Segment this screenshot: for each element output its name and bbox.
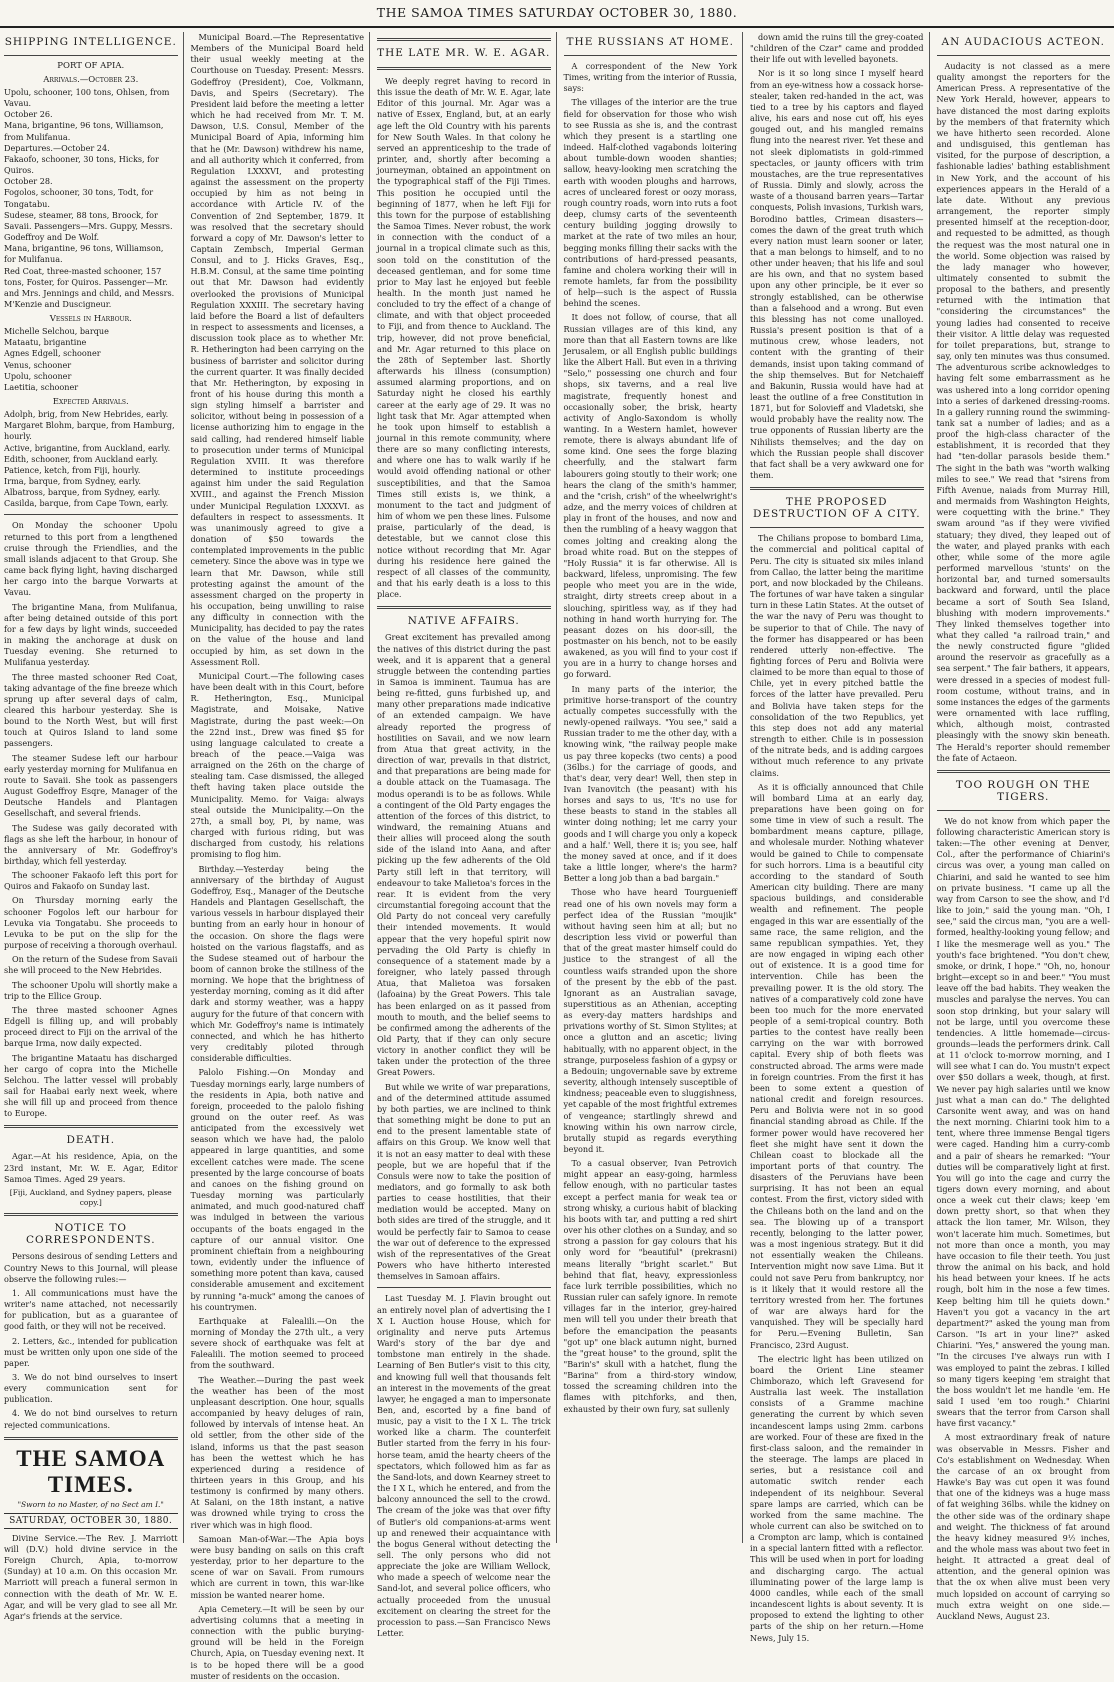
column-6 xyxy=(936,32,1111,1621)
expected-entry: Albatross, barque, from Sydney, early. xyxy=(4,487,161,498)
divider xyxy=(750,487,924,490)
news-paragraph: Samoan Man-of-War.—The Apia boys were busy banding on sails on this craft yesterday, prior to her departure to the scene of war on Savaii. From rumours which are current in town, this war-like mission be wanted nearer home. xyxy=(190,1533,364,1600)
shipping-news xyxy=(4,520,178,1119)
news-paragraph: Municipal Court.—The following cases have been dealt with in this Court, before R. Hetherington, Esq., Municipal Magistrate, and Moisake, Native Magistrate, during the past week:—On the 22nd inst., Drew was fined $5 for using language calculated to create a breach of the peace.—Vaiga was arraigned on the 26th on the charge of stealing tam. Case dismissed, the alleged theft having taken place outside the Municipality. Memo. for Vaiga: always steal outside the Municipality.—On the 27th, a small boy, Pi, by name, was charged with furious riding, but was discharged from custody, his relations promising to flog him. xyxy=(190,670,364,860)
article-paragraph: To a casual observer, Ivan Petrovich might appear an easy-going, harmless fellow enough, with no particular tastes except a perfect mania for weak tea or strong whisky, a curious habit of blacking his boots with tar, and putting a red shirt over his other clothes on a Sunday, and so strong a passion for gay colours that his only word for "beautiful" (prekrasni) means literally "bright scarlet." But behind that flat, heavy, expressionless face lurk terrible possibilities, which no Russian ruler can safely ignore. In remote villages far in the interior, grey-haired men will tell you under their breath that before the emancipation the peasants "got up" one black autumn night, burned the "great house" to the ground, split the "Barin's" skull with a hatchet, flung the "Barina" from a third-story window, tossed the screaming children into the flames with pitchforks, and then, exhausted by their own fury, sat sullenly xyxy=(563,1158,737,1414)
news-paragraph: Earthquake at Falealili.—On the morning of Monday the 27th ult., a very severe shock of earthquake was felt at Falealili. The motion seemed to proceed from the southward. xyxy=(190,1315,364,1371)
motto: "Sworn to no Master, of no Sect am I." xyxy=(17,1499,164,1509)
news-paragraph: The Sudese was gaily decorated with flags as she left the harbour, in honour of the anniversary of Mr. Godeffroy's birthday, which fell yesterday. xyxy=(4,822,178,866)
arrival-entry: Upolu, schooner, 100 tons, Ohlsen, from Vavau. xyxy=(4,87,170,109)
arrivals-list xyxy=(4,87,178,310)
divider xyxy=(750,527,924,528)
news-paragraph: Palolo Fishing.—On Monday and Tuesday mornings early, large numbers of the residents in Apia, both native and foreign, proceeded to the palolo fishing ground on the outer reef. As was anticipated from the excessively wet season which we have had, the palolo appeared in large quantities, and some excellent catches were made. The scene presented by the large concourse of boats and canoes on the fishing ground on Tuesday morning was particularly animated, and much good-natured chaff was indulged in between the various occupants of the boats engaged in the capture of our annual visitor. One prominent chieftain from a neighbouring town, evidently under the influence of something more potent than kava, caused considerable amusement and excitement by running "a-muck" among the canoes of his countrymen. xyxy=(190,1067,364,1312)
divider xyxy=(4,514,178,515)
column-5 xyxy=(750,32,930,1643)
divider xyxy=(4,1125,178,1128)
vessel-entry: Agnes Edgell, schooner xyxy=(4,348,101,359)
news-paragraph: On Monday the schooner Upolu returned to this port from a lengthened cruise through the Friendlies, and the small islands adjacent to that Group. She came back flying light, having discharged her cargo into the barque Vorwarts at Vavau. xyxy=(4,520,178,598)
article-paragraph: As it is officially announced that Chile will bombard Lima at an early day, preparations have been going on for some time in view of such a result. The bombardment means capture, pillage, and wholesale murder. Nothing whatever would be gained to Chile to compensate for such horrors. Lima is a beautiful city according to the standard of South American city building. There are many spacious buildings, and considerable wealth and refinement. The people engaged in this war are essentially of the same race, the same religion, and the same republican sympathies. Yet, they are now engaged in wiping each other out of existence. It is a good time for intervention. Chile has been the prevailing power. It is the old story. The natives of a comparatively cold zone have been too much for the more enervated people of a semi-tropical country. Both parties to the contest have really been carrying on the war with borrowed capital. Every ship of both fleets was constructed abroad. The arms were made in foreign countries. From the first it has been to some extent a question of national credit and foreign resources. Peru and Bolivia were not in so good financial standing abroad as Chile. If the former power would have recovered her fleet she might have sent it down the Chilean coast to blockade all the important ports of that country. The disasters of the Peruvians have been surprising. It has not been an equal contest. From the first, victory sided with the Chileans both on the land and on the sea. The blowing up of a transport recently, belonging to the latter power, was a most ingenious strategy. But it did not essentially weaken the Chileans. Intervention might now save Lima. But it could not save Peru from bankruptcy, nor is it likely that it would restore all the territory wrested from her. The fortunes of war are always hard for the vanquished. They will be specially hard for Peru.—Evening Bulletin, San Francisco, 23rd August. xyxy=(750,781,924,1350)
dateline: SATURDAY, OCTOBER 30, 1880. xyxy=(4,1513,178,1529)
expected-entry: Margaret Blohm, barque, from Hamburg, hourly. xyxy=(4,420,175,442)
expected-entry: Casilda, barque, from Cape Town, early. xyxy=(4,498,169,509)
news-paragraph: The three masted schooner Agnes Edgell is filling up, and will probably proceed direct to Fiji on the arrival of the barque Irma, now daily expected. xyxy=(4,1004,178,1049)
divine-service: Divine Service.—The Rev. J. Marriott will (D.V.) hold divine service in the Foreign Church, Apia, to-morrow (Sunday) at 10 a.m. On this occasion Mr. Marriott will preach a funeral sermon in connection with the death of Mr. W. E. Agar, and will be very glad to see all Mr. Agar's friends at the service. xyxy=(4,1532,178,1621)
notice-rule: 2. Letters, &c., intended for publication must be written only upon one side of the paper. xyxy=(4,1335,178,1368)
russians-title: THE RUSSIANS AT HOME. xyxy=(566,36,734,48)
article-paragraph: Last Tuesday M. J. Flavin brought out an entirely novel plan of advertising the I X L Auction house House, which for originality and nerve puts Artemus Ward's story of the bar dye and tombstone man entirely in the shade. Learning of Ben Butler's visit to this city, and knowing full well that thousands felt an interest in the movements of the great lawyer, he engaged a man to impersonate Ben, and, escorted by a fine band of music, pay a visit to the I X L. The trick worked like a charm. The counterfeit Butler started from the ferry in his four-horse team, amid the hearty cheers of the spectators, which followed him as far as the Sand-lots, and down Kearney street to the I X L, which he entered, and from the balcony announced the sell to the crowd. The cream of the joke was that over fifty of Butler's old companions-at-arms went up and renewed their acquaintance with the bogus General without detecting the sell. The only persons who did not appreciate the joke are William Wellock, who made a speech of welcome near the Sand-lot, and several police officers, who actually proceeded from the unusual excitement on clearing the street for the procession to pass.—San Francisco News Letter. xyxy=(377,1293,551,1639)
expected-entry: Adolph, brig, from New Hebrides, early. xyxy=(4,409,169,420)
death-note: [Fiji, Auckland, and Sydney papers, please copy.] xyxy=(9,1187,172,1207)
notice-lead: Persons desirous of sending Letters and Country News to this Journal, will please observe the following rules:— xyxy=(4,1251,178,1284)
divider xyxy=(377,67,551,70)
article-paragraph: Nor is it so long since I myself heard from an eye-witness how a cossack horse-stealer, taken red-handed in the act, was tied to a tree by his captors and flayed alive, his ears and nose cut off, his eyes gouged out, and his mangled remains flung into the nearest river. Yet these and not sleek diplomatists in gold-rimmed spectacles, or jaunty officers with trim moustaches, are the true representatives of Russia. Dimly and slowly, across the waste of a thousand barren years—Tartar conquests, Polish invasions, Turkish wars, Borodino battles, Crimean disasters—comes the dawn of the great truth which every nation must learn sooner or later, that a man belongs to himself, and to no other under heaven; that his life and soul are his own, and that no system based upon any other principle, be it ever so strongly established, can be otherwise than a falsehood and a wrong. But even this blessing has not come unalloyed. Russia's present position is that of a mutinous crew, whose leaders, not content with the granting of their demands, insist upon taking command of the ship themselves. But for Netchaieff and Bakunin, Russia would have had at least the outline of a free Constitution in 1871, but for Solovieff and Vladetski, she would probably have the reality now. The true opponents of Russian liberty are the Nihilists themselves; and the day on which the Russian people shall discover that fact shall be a very awkward one for them. xyxy=(750,68,924,481)
article-paragraph: The Chilians propose to bombard Lima, the commercial and political capital of Peru. The city is situated six miles inland from Callao, the latter being the maritime port, and now blockaded by the Chileans. The fortunes of war have taken a singular turn in these Latin States. At the outset of the war the navy of Peru was thought to be superior to that of Chile. The navy of the former has disappeared or has been rendered utterly non-effective. The fighting forces of Peru and Bolivia were claimed to be more than equal to those of Chile, yet in every pitched battle the forces of the latter have prevailed. Peru and Bolivia have taken steps for the consolidation of the two Republics, yet this step does not add any material strength to either. Chile is in possession of the nitrate beds, and is adding cargoes without much reference to any private claims. xyxy=(750,533,924,778)
column-3 xyxy=(377,32,557,1639)
divider xyxy=(937,770,1111,773)
native-title: NATIVE AFFAIRS. xyxy=(407,615,520,628)
agar-article xyxy=(377,76,551,600)
tigers-title: TOO ROUGH ON THE TIGERS. xyxy=(955,778,1091,803)
article-paragraph: In many parts of the interior, the primitive horse-transport of the country actually competes successfully with the newly-opened railways. "You see," said a Russian trader to me the other day, with a knowing wink, "the railway people make us pay three kopecks (two cents) a pood (36lbs.) for the carriage of goods, and that's dear, very dear! Well, then step in Ivan Ivanovitch (the peasant) with his horses and says to us, 'It's no use for these beasts to stand in the stables all winter doing nothing; let me carry your goods and I will charge you only a kopeck and a half.' Well, there it is; you see, half the money saved at once, and if it does take a little longer, where's the harm? Better a long job than a bad bargain." xyxy=(563,683,737,884)
city-article xyxy=(750,533,924,1643)
notice-title: NOTICE TO CORRESPONDENTS. xyxy=(25,1222,156,1247)
news-paragraph: On the return of the Sudese from Savaii she will proceed to the New Hebrides. xyxy=(4,954,178,976)
vessels-subtitle: Vessels in Harbour. xyxy=(49,314,132,325)
native-article xyxy=(377,632,551,1282)
port-title: PORT OF APIA. xyxy=(57,61,125,71)
news-paragraph: Birthday.—Yesterday being the anniversary of the birthday of August Godeffroy, Esq., Manager of the Deutsche Handels and Plantagen Gesellschaft, the various vessels in harbour displayed their bunting from an early hour in honour of the occasion. On shore the flags were hoisted on the various flagstaffs, and as the Sudese steamed out of harbour the boom of cannon broke the stillness of the morning. We hope that the brightness of yesterday morning, coming as it did after dark and stormy weather, was a happy augury for the future of that concern with which Mr. Godeffroy's name is intimately connected, and which he has hitherto very creditably piloted through considerable difficulties. xyxy=(190,863,364,1064)
article-paragraph: The electric light has been utilized on board the Orient Line steamer Chimborazo, which left Gravesend for Australia last week. The installation consists of a Gramme machine generating the current by which seven incandescent lamps using 2mm. carbons are worked. Four of these are fixed in the first-class saloon, and the remainder in the steerage. The lamps are placed in series, but a resistance coil and automatic switch render each independent of its neighbour. Several spare lamps are carried, which can be worked from the same machine. The whole current can also be switched on to a Crompton arc lamp, which is contained in a special lantern fitted with a reflector. This will be used when in port for loading and discharging cargo. The actual illuminating power of the large lamp is 4000 candles, while each of the small incandescent lights is about seventy. It is proposed to extend the lighting to other parts of the ship on her return.—Home News, July 15. xyxy=(750,1353,924,1643)
divider xyxy=(4,55,178,56)
news-paragraph: The schooner Upolu will shortly make a trip to the Ellice Group. xyxy=(4,979,178,1001)
expected-entry: Active, brigantine, from Auckland, early. xyxy=(4,442,171,453)
news-paragraph: The schooner Fakaofo left this port for Quiros and Fakaofo on Sunday last. xyxy=(4,870,178,892)
expected-subtitle: Expected Arrivals. xyxy=(52,397,129,408)
article-paragraph: But while we write of war preparations, and of the determined attitude assumed by both parties, we are inclined to think that something might be done to put an end to the present lamentable state of affairs on this Group. We know well that it is not an easy matter to deal with these people, but we are hopeful that if the Consuls were now to take the position of mediators, and go formally to ask both parties to cease hostilities, that their mediation would be accepted. Many on both sides are tired of the struggle, and it would be perfectly fair to Samoa to cease the war out of deference to the expressed wish of the representatives of the Great Powers who have hitherto interested themselves in Samoan affairs. xyxy=(377,1081,551,1282)
arrivals-subtitle: Arrivals.—October 23. xyxy=(43,75,139,85)
news-paragraph: The Weather.—During the past week the weather has been of the most unpleasant description. One hour, squalls accompanied by heavy deluges of rain, followed by intervals of intense heat. An old settler, from the other side of the island, informs us that the past season has been the wettest which he has experienced during a residence of thirteen years in this Group, and his testimony is confirmed by many others. At Salani, on the 18th instant, a native was drowned while trying to cross the river which was in high flood. xyxy=(190,1374,364,1530)
arrival-entry: Sudese, steamer, 88 tons, Broock, for Savaii. Passengers—Mrs. Guppy, Messrs. Godeffroy and De Wolf. xyxy=(4,209,173,243)
article-paragraph: down amid the ruins till the grey-coated "children of the Czar" came and prodded their life out with levelled bayonets. xyxy=(750,32,924,65)
divider xyxy=(4,1437,178,1440)
expected-entry: Patience, ketch, from Fiji, hourly. xyxy=(4,464,141,475)
local-news xyxy=(191,32,365,1682)
expected-entry: Irma, barque, from Sydney, early. xyxy=(4,476,141,486)
vessel-entry: Michelle Selchou, barque xyxy=(4,326,109,337)
notice-rules xyxy=(4,1288,178,1431)
arrival-entry: Departures.—October 24. xyxy=(4,142,110,153)
page-header: THE SAMOA TIMES SATURDAY OCTOBER 30, 1880. xyxy=(0,0,1114,28)
shipping-title: SHIPPING INTELLIGENCE. xyxy=(4,36,177,48)
tigers-article xyxy=(937,816,1111,1622)
article-paragraph: It does not follow, of course, that all Russian villages are of this kind, any more than that all Eastern towns are like Jerusalem, or all English public buildings like the Albert Hall. But even in a thriving "Selo," possessing one church and four shops, six taverns, and a real live magistrate, frequently honest and occasionally sober, the brisk, hearty activity of Anglo-Saxondom is wholly wanting. In a Western hamlet, however remote, there is always abundant life of some kind. One sees the forge blazing cheerfully, and the stalwart farm labourers going stoutly to their work; one hears the clang of the smith's hammer, and the "crish, crish" of the wheelwright's adze, and the merry voices of children at play in front of the houses, and now and then the rumbling of a heavy waggon that comes jolting and creaking along the broad white road. But on the steppes of "Holy Russia" it is far otherwise. All is backward, lifeless, unpromising. The few people who meet you are in the wide, straight, dirty streets creep about in a slouching, spiritless way, as if they had nothing in hand worth hurrying for. The peasant dozes on his door-sill, the postmaster on his bench, not to be easily awakened, as you will find to your cost if you are in a hurry to change horses and go forward. xyxy=(563,312,737,680)
arrival-entry: Red Coat, three-masted schooner, 157 tons, Foster, for Quiros. Passenger—Mr. and Mrs. Jennings and child, and Messrs. M'Kenzie and Duscigneur. xyxy=(4,265,175,309)
article-paragraph: Great excitement has prevailed among the natives of this district during the past week, and it is apparent that a general struggle between the contending parties in Samoa is imminent. Taumua has are being re-fitted, guns furbished up, and many other preparations made indicative of an extended campaign. We have already reported the progress of hostilities on Savaii, and we now learn from Atua that great activity, in the direction of war, prevails in that district, and that preparations are being made for a double attack on the Tuamasaga. The modus operandi is to be as follows. While a contingent of the Old Party engages the attention of the forces of this district, to windward, the remaining Atuans and their allies will proceed along the south side of the island into Aana, and after picking up the few adherents of the Old Party still left in that territory, will endeavour to take Malietoa's forces in the rear. It is evident from the very circumstantial foregoing account that the Old Party do not conceal very carefully their intended movements. It would appear that the very hopeful spirit now pervading the Old Party is chiefly in consequence of a statement made by a foreigner, who lately passed through Atua, that Malietoa was forsaken (lafoaina) by the Great Powers. This tale has been enlarged on as it passed from mouth to mouth, and the belief seems to be confirmed among the adherents of the Old Party, that if they can only secure victory in another conflict they will be taken under the protection of the three Great Powers. xyxy=(377,632,551,1078)
vessel-entry: Upolu, schooner xyxy=(4,370,72,381)
vessel-entry: Venus, schooner xyxy=(4,359,72,370)
arrival-entry: Mana, brigantine, 96 tons, Williamson, for Mulifanua. xyxy=(4,243,164,265)
article-paragraph: We do not know from which paper the following characteristic American story is taken:—The other evening at Denver, Col., after the performance of Chiarini's circus was over, a young man called on Chiarini, and said he wanted to see him on private business. "I came up all the way from Carson to see the show, and I'd like to join," said the young man. "Oh, I see," said the circus man, "you are a well-formed, healthy-looking young fellow; and I like the mesmerage well as you." The youth's face brightened. "You don't chew, smoke, or drink, I hope." "Oh, no, honour bright—except so in and beer." "You must leave off the bad habits. They weaken the muscles and paralyse the nerves. You can soon stop drinking, but your salary will not be large, until you overcome these tendencies. A little homemade—circus-grounds—leads the performers drink. Call at 11 o'clock to-morrow morning, and I will see what I can do. You mustn't expect over $50 dollars a week, though, at first. We never pay high salaries until we know just what a man can do." The delighted Carsonite went away, and was on hand the next morning. Chiarini took him to a tent, where three immense Bengal tigers were caged. Handing him a curry-comb and a pair of shears he remarked: "Your duties will be comparatively light at first. You will go into the cage and curry the tigers down every morning, and about once a week cut their claws; keep 'em down pretty short, so that when they attack the lion tamer, Mr. Wilson, they won't lacerate him much. Sometimes, but not more than once a month, you may have occasion to file their teeth. You just throw the animal on his back, and hold his head between your knees. If he acts rough, bolt him in the nose a few times. Keep belting him till he quiets down." Haven't you got a vacancy in the art department?" asked the young man from Carson. "Is art in your line?" asked Chiarini. "Yes," answered the young man. "In the circuses I've always run with I was employed to paint the zebras. I killed so many tigers keeping 'em straight that the boss wouldn't let me handle 'em. He said I used 'em too rough." Chiarini swears that the terror from Carson shall have first vacancy." xyxy=(936,815,1110,1429)
arrival-entry: October 28. xyxy=(4,176,53,187)
misc-article xyxy=(377,1293,551,1639)
divider xyxy=(377,1287,551,1288)
column-2 xyxy=(190,32,371,1681)
divider xyxy=(377,38,551,41)
news-paragraph: Apia Cemetery.—It will be seen by our advertising columns that a meeting in connection with the public burying-ground will be held in the Foreign Church, Apia, on Tuesday evening next. It is to be hoped there will be a good muster of residents on the occasion. xyxy=(190,1603,364,1681)
divider xyxy=(937,810,1111,811)
vessel-entry: Laetitia, schooner xyxy=(4,381,79,392)
arrival-entry: Mana, brigantine, 96 tons, Williamson, from Mulifanua. xyxy=(4,120,164,142)
article-paragraph: A most extraordinary freak of nature was observable in Messrs. Fisher and Co's establishment on Wednesday. When the carcase of an ox brought from Hawke's Bay was cut open it was found that one of the kidneys was a huge mass of fat weighing 36lbs. while the kidney on the other side was of the ordinary shape and weight. The thickness of fat around the heavy kidney measured 9½ inches, and the whole mass was about two feet in height. It attracted a great deal of attention, and the general opinion was that the ox when alive must been very much lopsided on account of carrying so much extra weight on one side.—Auckland News, August 23. xyxy=(936,1432,1110,1621)
news-paragraph: The brigantine Mana, from Mulifanua, after being detained outside of this port for a few days by light winds, succeeded in making the anchorage at dusk on Tuesday evening. She returned to Mulifanua yesterday. xyxy=(4,601,178,668)
article-paragraph: Audacity is not classed as a mere quality amongst the reporters for the American Press. A representative of the New York Herald, however, appears to have distanced the most daring exploits by the members of that fraternity which we have hitherto seen recorded. Alone and undisguised, this gentleman has visited, for the purpose of description, a fashionable ladies' bathing establishment in New York, and the account of his experiences appears in the Herald of a late date. Without any previous arrangement, the reporter simply presented himself at the reception-door, and requested to be admitted, as though the request was the most natural one in the world. Some objection was raised by the lady manager who however, ultimately consented to submit the proposal to the bathers, and presently returned with the intimation that "considering the circumstances" the young ladies had consented to receive their visitor. A little delay was requested for toilet preparations, but, strange to say, only ten minutes was thus consumed. The adventurous scribe acknowledges to having felt some embarrassment as he was ushered into a long corridor opening into a series of darkened dressing-rooms. In a gallery running round the swimming-tank sat a number of ladies; and as a proof the high-class character of the establishment, it is recorded that they had "ten-dollar parasols beside them." The sight in the bath was "worth walking miles to see." We read that "sirens from Fifth Avenue, naiads from Murray Hill, and mermaids from Washington Heights, were coquetting with the brine." They swam around "as if they were vivified statuary; they dived, they leaped out of the water, and played pranks with each other, while some of the more agile performed marvellous 'stunts' on the horizontal bar, and turned somersaults backward and forward, until the place became a sort of South Sea Island, blushing with modern improvements." They linked themselves together into what they called "a railroad train," and the newly constructed figure "glided around the reservoir as gracefully as a sea serpent." The fair bathers, it appears, were dressed in a species of modest full-room costume, without trains, and in some instances the edges of the garments were ornamented with lace ruffling, which, although moist, contrasted pleasingly with the snowy skin beneath. The Herald's reporter should remember the fate of Actaeon. xyxy=(936,61,1110,763)
news-paragraph: Municipal Board.—The Representative Members of the Municipal Board held their usual weekly meeting at the Courthouse on Tuesday. Present: Messrs. Godeffroy (President), Coe, Volkmann, Davis, and Speirs (Secretary). The President laid before the meeting a letter which he had received from Mr. T. M. Dawson, U.S. Consul, Member of the Municipal Board of Apia, informing him that he (Mr. Dawson) withdrew his name, and all authority which it conferred, from Regulation LXXXVI, and protesting against the assessment on the property occupied by him as not being in accordance with Article IV. of the Convention of 2nd September, 1879. It was resolved that the secretary should forward a copy of Mr. Dawson's letter to Captain Zembsch, Imperial German Consul, and to J. Hicks Graves, Esq., H.B.M. Consul, at the same time pointing out that Mr. Dawson had evidently overlooked the provisions of Municipal Regulation XXXIII. The secretary having laid before the Board a list of defaulters in respect to assessments and licenses, a discussion took place as to whether Mr. R. Hetherington had been carrying on the business of barrister and solicitor during the current quarter. It was finally decided that Mr. Hetherington, by exposing in front of his house during this month a sign styling himself a barrister and solicitor, without being in possession of a license authorizing him to engage in the said calling, had rendered himself liable to prosecution under terms of Municipal Regulation XVIII. It was therefore determined to institute proceedings against him under the said Regulation XVIII., and against the French Mission under Municipal Regulation LXXXVI. as defaulters in respect to assessments. It was unanimously agreed to give a donation of $50 towards the contemplated improvements in the public cemetery. Since the above was in type we learn that Mr. Dawson, while still protesting against the amount of the assessment charged on the property in his occupation, being unwilling to raise any difficulty in connection with the Municipality, has decided to pay the rates on the value of the house and land occupied by him, as set down in the Assessment Roll. xyxy=(190,32,364,667)
expected-list xyxy=(4,409,178,509)
article-paragraph: We deeply regret having to record in this issue the death of Mr. W. E. Agar, late Editor of this journal. Mr. Agar was a native of Essex, England, but, at an early age left the Old Country with his parents for New South Wales. In that colony he served an apprenticeship to the trade of printer, and, shortly after becoming a journeyman, obtained an appointment on the typographical staff of the Fiji Times. This position he occupied until the beginning of 1877, when he left Fiji for this town for the purpose of establishing the Samoa Times. Never robust, the work in connection with the conduct of a journal in a tropical climate such as this, soon told on the constitution of the deceased gentleman, and for some time prior to May last he enjoyed but feeble health. In the month just named he concluded to try the effect of a change of climate, and with that object proceeded to Fiji, and from thence to Auckland. The trip, however, did not prove beneficial, and Mr. Agar returned to this place on the 28th of September last. Shortly afterwards his illness (consumption) assumed alarming proportions, and on Saturday night he closed his earthly career at the early age of 29. It was no light task that Mr. Agar attempted when he took upon himself to establish a journal in this remote community, where there are so many conflicting interests, and where one has to walk warily if he would avoid offending national or other susceptibilities, and that the Samoa Times still exists is, we think, a monument to the tact and judgment of him of whom we pen these lines. Fulsome praise, particularly of the dead, is detestable, but we cannot close this notice without recording that Mr. Agar during his residence here gained the respect of all classes of the community, and that his early death is a loss to this place. xyxy=(377,76,551,600)
divider xyxy=(4,1213,178,1216)
news-paragraph: The three masted schooner Red Coat, taking advantage of the fine breeze which sprung up after several days of calm, cleared this harbour yesterday. She is bound to the North West, but will first touch at Quiros Island to land some passengers. xyxy=(4,671,178,749)
arrival-entry: Fakaofo, schooner, 30 tons, Hicks, for Quiros. xyxy=(4,153,159,176)
article-paragraph: Those who have heard Tourguenieff read one of his own novels may form a perfect idea of the Russian "moujik" without having seen him at all; but no description less vivid or powerful than that of the great master himself could do justice to the strangest of all the countless waifs stranded upon the shore of the present by the ebb of the past. Ignorant as an Australian savage, superstitious as an Athenian, accepting as every-day matters hardships and privations worthy of St. Simon Stylites; at once a glutton and an ascetic; living habitually, with no apparent object, in the strange, purposeless fashion of a gypsy or a Bedouin; ungovernable save by extreme severity, although intensely susceptible of kindness; peaceable even to sluggishness, yet capable of the most frightful extremes of vengeance; startlingly shrewd and knowing within his own narrow circle, brutally stupid as regards everything beyond it. xyxy=(563,887,737,1154)
notice-rule: 3. We do not bind ourselves to insert every communication sent for publication. xyxy=(4,1371,178,1405)
arrival-entry: October 26. xyxy=(4,109,53,120)
death-title: DEATH. xyxy=(66,1134,116,1147)
city-title: THE PROPOSED DESTRUCTION OF A CITY. xyxy=(752,496,921,521)
article-paragraph: A correspondent of the New York Times, writing from the interior of Russia, says: xyxy=(563,61,737,94)
news-paragraph: On Thursday morning early the schooner Fogolos left our harbour for Levuka via Tongatabu. She proceeds to Levuka to be put on the slip for the purpose of receiving a thorough overhaul. xyxy=(4,895,178,951)
column-1 xyxy=(4,32,184,1621)
acteon-article xyxy=(937,61,1111,764)
columns xyxy=(4,32,1110,1681)
notice-rule: 4. We do not bind ourselves to return rejected communications. xyxy=(4,1408,178,1430)
news-paragraph: The steamer Sudese left our harbour early yesterday morning for Mulifanua en route to Savaii. She took as passengers August Godeffroy Esqre, Manager of the Deutsche Handels and Plantagen Gesellschaft, and several friends. xyxy=(4,752,178,819)
article-paragraph: The villages of the interior are the true field for observation for those who wish to see Russia as she is, and the contrast which they present is a startling one indeed. Half-clothed vagabonds loitering about tumble-down wooden shanties; sallow, heavy-looking men scratching the earth with wooden ploughs and harrows, acres of uncleared forest or oozy morass, rough country roads, worn into ruts a foot deep, clumsy carts of the seventeenth century building jogging drowsily to market at the rate of two miles an hour, begging monks filling their sacks with the contributions of hard-pressed peasants, famine and cholera working their will in remote hamlets, far from the possibility of help—such is the aspect of Russia behind the scenes. xyxy=(563,97,737,309)
death-notice: Agar.—At his residence, Apia, on the 23rd instant, Mr. W. E. Agar, Editor Samoa Times. Aged 29 years. xyxy=(4,1151,178,1184)
vessels-list xyxy=(4,326,178,393)
arrival-entry: Fogolos, schooner, 30 tons, Todt, for Tongatabu. xyxy=(4,187,154,209)
agar-title: THE LATE MR. W. E. AGAR. xyxy=(377,47,551,59)
divider xyxy=(564,55,738,56)
notice-rule: 1. All communications must have the writer's name attached, not necessarily for publication, but as a guarantee of good faith, or they will not be received. xyxy=(4,1287,178,1332)
acteon-title: AN AUDACIOUS ACTEON. xyxy=(941,36,1105,48)
news-paragraph: The brigantine Mataatu has discharged her cargo of copra into the Michelle Selchou. The latter vessel will probably sail for Haabai early next week, where she will fill up and proceed from thence to Europe. xyxy=(4,1052,178,1119)
column-4 xyxy=(564,32,744,1543)
expected-entry: Edith, schooner, from Auckland early. xyxy=(4,453,159,464)
masthead: THE SAMOA TIMES. xyxy=(16,1445,166,1497)
divider xyxy=(937,55,1111,56)
russians-continued xyxy=(750,32,924,481)
vessel-entry: Mataatu, brigantine xyxy=(4,337,87,348)
divider xyxy=(377,606,551,609)
russians-article xyxy=(564,61,738,1415)
